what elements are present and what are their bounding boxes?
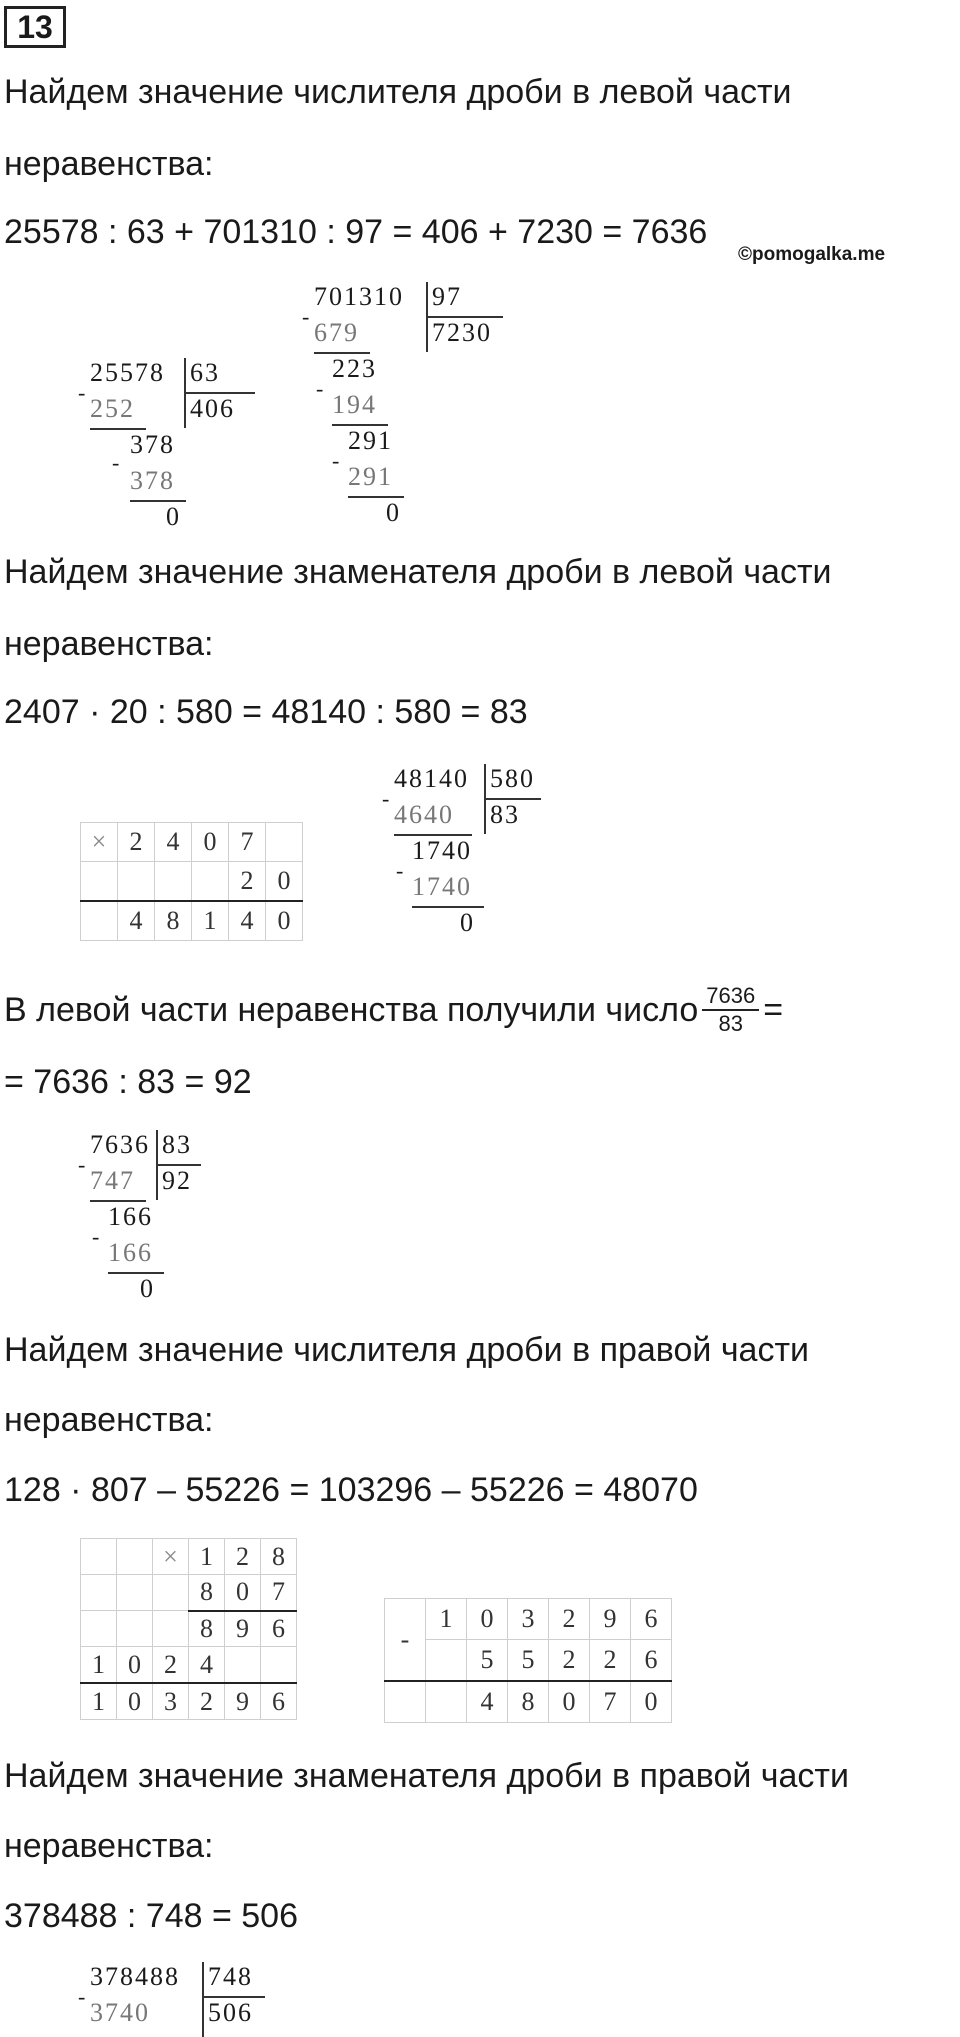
digit: 1	[192, 901, 229, 941]
digit: 2	[549, 1640, 590, 1682]
remainder-final: 0	[140, 1274, 155, 1303]
digit: 3	[153, 1683, 189, 1720]
fraction-numerator: 7636	[702, 983, 759, 1011]
digit: 0	[117, 1683, 153, 1720]
remainder-1: 1740	[412, 836, 472, 865]
quotient: 92	[162, 1166, 192, 1195]
digit	[81, 901, 118, 941]
digit: 4	[467, 1681, 508, 1723]
digit	[81, 1539, 117, 1575]
digit	[192, 862, 229, 902]
divisor: 748	[208, 1962, 253, 1991]
digit: 2	[118, 823, 155, 862]
digit	[153, 1575, 189, 1611]
remainder-final: 0	[386, 498, 401, 527]
equals-sign: =	[763, 991, 784, 1029]
digit: 4	[229, 901, 266, 941]
long-division-701310: - 701310 97 7230 679 - 223 194 - 291 291 0	[302, 282, 502, 532]
fraction	[702, 983, 759, 1037]
equation-numerator-right: 128 · 807 – 55226 = 103296 – 55226 = 48070	[4, 1471, 698, 1509]
quotient: 406	[190, 394, 235, 423]
digit: 8	[261, 1539, 297, 1575]
digit: 2	[189, 1683, 225, 1720]
digit	[153, 1611, 189, 1647]
text-numerator-right-2: неравенства:	[4, 1401, 214, 1439]
digit: 9	[225, 1611, 261, 1647]
digit: 5	[508, 1640, 549, 1682]
divisor: 97	[432, 282, 462, 311]
subtrahend-2: 1740	[412, 872, 472, 901]
remainder-1: 378	[130, 430, 175, 459]
digit	[118, 862, 155, 902]
text-denominator-right-2: неравенства:	[4, 1827, 214, 1865]
digit	[81, 862, 118, 902]
dividend: 7636	[90, 1130, 150, 1159]
text-left-result	[4, 980, 783, 1040]
digit: 8	[508, 1681, 549, 1723]
equation-numerator-left: 25578 : 63 + 701310 : 97 = 406 + 7230 = 7636	[4, 213, 708, 251]
digit	[426, 1640, 467, 1682]
remainder-2: 291	[348, 426, 393, 455]
multiply-sign: ×	[81, 823, 118, 862]
digit	[225, 1647, 261, 1684]
digit: 2	[225, 1539, 261, 1575]
digit: 1	[81, 1647, 117, 1684]
digit: 6	[631, 1599, 672, 1640]
remainder-final: 0	[166, 502, 181, 531]
digit	[117, 1539, 153, 1575]
long-division-25578: - 25578 63 406 252 - 378 378 0	[78, 358, 258, 538]
digit	[117, 1575, 153, 1611]
digit: 0	[117, 1647, 153, 1684]
digit: 5	[467, 1640, 508, 1682]
multiplication-2407-by-20	[80, 822, 303, 941]
long-division-378488: - 378488 748 506 3740	[78, 1962, 298, 2037]
digit: 2	[549, 1599, 590, 1640]
digit: 8	[189, 1575, 225, 1611]
digit: 0	[631, 1681, 672, 1723]
digit: 0	[192, 823, 229, 862]
divisor: 580	[490, 764, 535, 793]
digit	[81, 1575, 117, 1611]
digit: 7	[261, 1575, 297, 1611]
digit: 4	[189, 1647, 225, 1684]
dividend: 378488	[90, 1962, 180, 1991]
digit: 1	[189, 1539, 225, 1575]
digit: 7	[229, 823, 266, 862]
digit: 1	[81, 1683, 117, 1720]
text-left-result-label: В левой части неравенства получили число	[4, 991, 699, 1029]
digit: 0	[467, 1599, 508, 1640]
equation-denominator-left: 2407 · 20 : 580 = 48140 : 580 = 83	[4, 693, 528, 731]
text-numerator-left-2: неравенства:	[4, 145, 214, 183]
digit: 6	[261, 1683, 297, 1720]
dividend: 48140	[394, 764, 469, 793]
minus-sign: -	[385, 1599, 426, 1682]
digit	[385, 1681, 426, 1723]
digit	[426, 1681, 467, 1723]
subtrahend-2: 378	[130, 466, 175, 495]
subtrahend-3: 291	[348, 462, 393, 491]
problem-number: 13	[4, 6, 66, 48]
subtrahend-1: 3740	[90, 1998, 150, 2027]
text-denominator-left-2: неравенства:	[4, 625, 214, 663]
digit: 6	[631, 1640, 672, 1682]
quotient: 7230	[432, 318, 492, 347]
digit: 7	[590, 1681, 631, 1723]
dividend: 701310	[314, 282, 404, 311]
long-division-48140: - 48140 580 83 4640 - 1740 1740 0	[382, 764, 582, 944]
digit	[81, 1611, 117, 1647]
subtrahend-1: 747	[90, 1166, 135, 1195]
equation-denominator-right: 378488 : 748 = 506	[4, 1897, 298, 1935]
digit: 0	[549, 1681, 590, 1723]
fraction-denominator: 83	[718, 1011, 743, 1036]
long-division-7636: - 7636 83 92 747 - 166 166 0	[78, 1130, 238, 1310]
subtrahend-2: 194	[332, 390, 377, 419]
digit: 9	[225, 1683, 261, 1720]
subtrahend-1: 679	[314, 318, 359, 347]
digit: 0	[266, 862, 303, 902]
digit: 4	[118, 901, 155, 941]
multiplication-128-by-807	[80, 1538, 297, 1720]
digit: 2	[229, 862, 266, 902]
digit: 2	[590, 1640, 631, 1682]
subtrahend-1: 252	[90, 394, 135, 423]
subtraction-103296-minus-55226	[384, 1598, 672, 1723]
multiply-sign: ×	[153, 1539, 189, 1575]
remainder-1: 166	[108, 1202, 153, 1231]
dividend: 25578	[90, 358, 165, 387]
text-denominator-right-1: Найдем значение знаменателя дроби в правой части	[4, 1757, 849, 1795]
subtrahend-1: 4640	[394, 800, 454, 829]
digit: 6	[261, 1611, 297, 1647]
divisor: 63	[190, 358, 220, 387]
equation-left-result: = 7636 : 83 = 92	[4, 1063, 252, 1101]
subtrahend-2: 166	[108, 1238, 153, 1267]
digit	[266, 823, 303, 862]
digit	[261, 1647, 297, 1684]
digit: 9	[590, 1599, 631, 1640]
text-denominator-left-1: Найдем значение знаменателя дроби в левой части	[4, 553, 832, 591]
text-numerator-left-1: Найдем значение числителя дроби в левой части	[4, 73, 792, 111]
digit: 0	[266, 901, 303, 941]
watermark: ©pomogalka.me	[738, 244, 886, 265]
text-numerator-right-1: Найдем значение числителя дроби в правой части	[4, 1331, 810, 1369]
digit: 8	[189, 1611, 225, 1647]
remainder-final: 0	[460, 908, 475, 937]
remainder-1: 223	[332, 354, 377, 383]
divisor: 83	[162, 1130, 192, 1159]
digit: 0	[225, 1575, 261, 1611]
quotient: 83	[490, 800, 520, 829]
digit	[155, 862, 192, 902]
digit: 4	[155, 823, 192, 862]
digit: 3	[508, 1599, 549, 1640]
quotient: 506	[208, 1998, 253, 2027]
digit: 1	[426, 1599, 467, 1640]
digit: 2	[153, 1647, 189, 1684]
digit: 8	[155, 901, 192, 941]
digit	[117, 1611, 153, 1647]
